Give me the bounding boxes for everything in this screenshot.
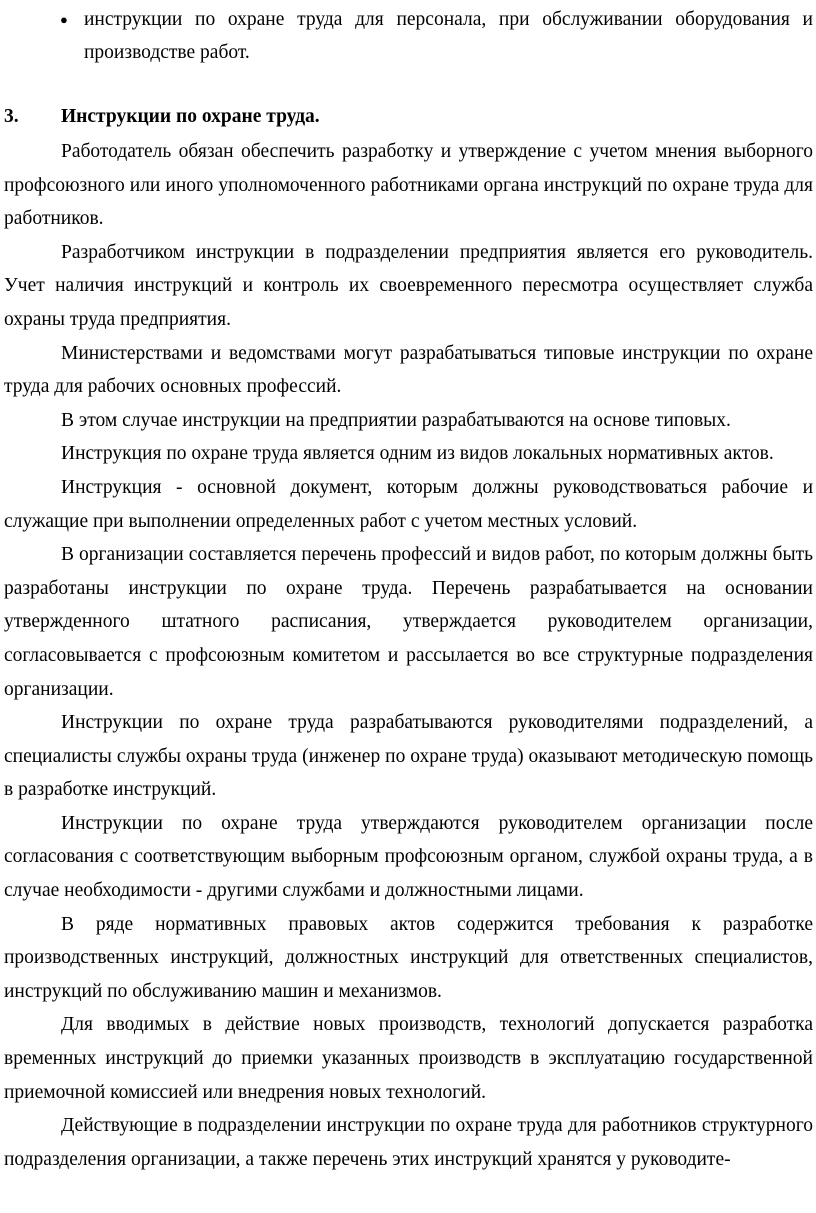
paragraph: Министерствами и ведомствами могут разрабатываться типовые инструкции по охране труда для рабочих основных профессий. — [4, 342, 813, 398]
paragraph: В ряде нормативных правовых актов содержится требования к разработке производственных инструкций, должностных инструкций для ответственных специалистов, инструкций по обслуживанию машин и механизмов. — [4, 913, 813, 1002]
paragraph: Инструкция - основной документ, которым должны руководствоваться рабочие и служащие при выполнении определенных работ с учетом местных условий. — [4, 476, 813, 532]
paragraph: В этом случае инструкции на предприятии разрабатываются на основе типовых. — [61, 409, 731, 431]
paragraph: Инструкция по охране труда является одним из видов локальных нормативных актов. — [61, 443, 774, 465]
bullet-text: инструкции по охране труда для персонала, при обслуживании оборудования и производстве работ. — [84, 9, 813, 63]
section-number: 3. — [4, 106, 19, 127]
paragraph: Инструкции по охране труда утверждаются руководителем организации после согласования с соответствующим выборным профсоюзным органом, службой охраны труда, а в случае необходимости - другими службами и должностными лицами. — [4, 812, 813, 902]
bullet-list-item — [4, 3, 813, 69]
paragraph: Работодатель обязан обеспечить разработку и утверждение с учетом мнения выборного профсоюзного или иного уполномоченного работниками органа инструкций по охране труда для работников. — [4, 141, 813, 230]
paragraph: В организации составляется перечень профессий и видов работ, по которым должны быть разработаны инструкции по охране труда. Перечень разрабатывается на основании утвержденного штатного расписания, утверждается руководителем организации, согласовывается с профсоюзным комитетом и рассылается во все структурные подразделения организации. — [4, 544, 813, 700]
paragraph: Разработчиком инструкции в подразделении предприятия является его руководитель. Учет наличия инструкций и контроль их своевременного пересмотра осуществляет служба охраны труда предприятия. — [4, 241, 813, 330]
section-heading — [4, 101, 813, 133]
paragraph: Инструкции по охране труда разрабатываются руководителями подразделений, а специалисты службы охраны труда (инженер по охране труда) оказывают методическую помощь в разработке инструкций. — [4, 712, 813, 801]
bullet-icon: ● — [60, 12, 68, 27]
paragraph: Для вводимых в действие новых производств, технологий допускается разработка временных инструкций до приемки указанных производств в эксплуатацию государственной приемочной комиссией или внедрения новых технологий. — [4, 1014, 813, 1103]
section-title: Инструкции по охране труда. — [61, 106, 320, 127]
paragraph: Действующие в подразделении инструкции по охране труда для работников структурного подразделения организации, а также перечень этих инструкций хранятся у руководите- — [4, 1115, 813, 1170]
